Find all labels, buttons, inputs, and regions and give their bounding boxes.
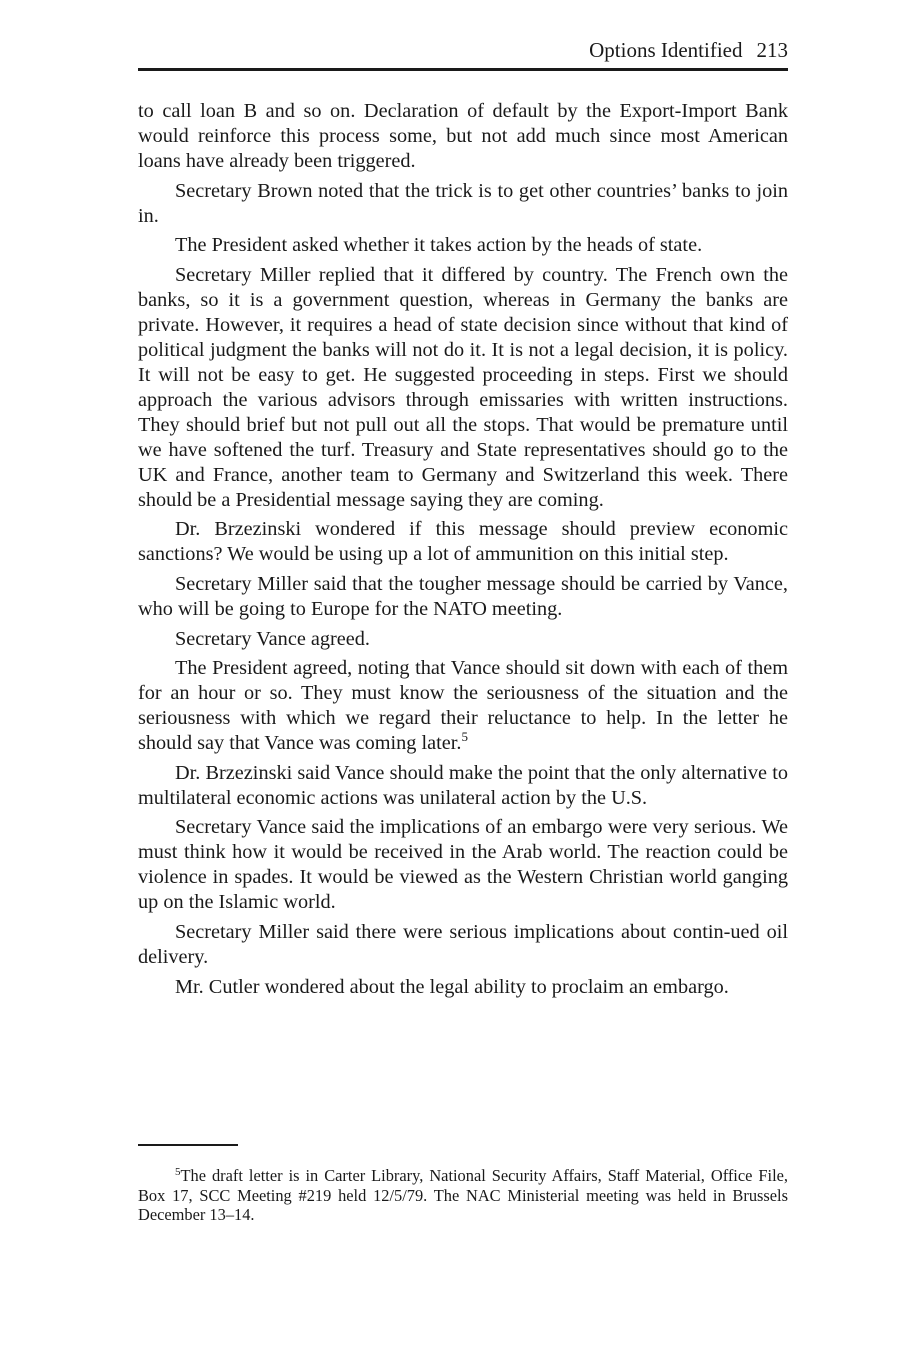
footnote — [138, 1166, 788, 1225]
paragraph-president-agreed-text: The President agreed, noting that Vance should sit down with each of them for an hour or so. They must know the seriousness of the situation and the seriousness with which we regard their reluctance to help. In the letter he should say that Vance was coming later. — [138, 657, 788, 755]
footnote-reference: 5 — [461, 729, 468, 745]
footnote-marker: 5 — [175, 1166, 181, 1178]
paragraph-miller-steps: Secretary Miller replied that it differed by country. The French own the banks, so it is a government question, whereas in Germany the banks are private. However, it requires a head of state decision since without that kind of political judgment the banks will not do it. It is not a legal decision, it is policy. It will not be easy to get. He suggested proceeding in steps. First we should approach the various advisors through emissaries with written instructions. They should brief but not pull out all the stops. That would be premature until we have softened the turf. Treasury and State representatives should go to the UK and France, another team to Germany and Switzerland this week. There should be a Presidential message saying they are coming. — [138, 263, 788, 511]
paragraph-brzezinski-sanctions: Dr. Brzezinski wondered if this message should preview economic sanctions? We would be using up a lot of ammunition on this initial step. — [138, 518, 788, 566]
paragraph-vance-agreed: Secretary Vance agreed. — [175, 627, 370, 650]
paragraph-vance-embargo: Secretary Vance said the implications of an embargo were very serious. We must think how it would be received in the Arab world. The reaction could be violence in spades. It would be viewed as the Western Christian world ganging up on the Islamic world. — [138, 816, 788, 914]
paragraph-brown-banks: Secretary Brown noted that the trick is to get other countries’ banks to join in. — [138, 179, 788, 227]
page-number: 213 — [756, 38, 788, 62]
header-rule — [138, 68, 788, 71]
paragraph-president-agreed — [138, 656, 788, 756]
running-head — [138, 36, 788, 64]
running-head-title: Options Identified — [589, 38, 743, 62]
paragraph-cutler-embargo: Mr. Cutler wondered about the legal ability to proclaim an embargo. — [175, 975, 729, 998]
paragraph-miller-vance-message: Secretary Miller said that the tougher message should be carried by Vance, who will be going to Europe for the NATO meeting. — [138, 572, 788, 620]
body-text — [138, 99, 788, 1004]
footnote-rule — [138, 1144, 238, 1146]
paragraph-president-heads-of-state: The President asked whether it takes action by the heads of state. — [175, 234, 703, 257]
footnote-text: The draft letter is in Carter Library, National Security Affairs, Staff Material, Office File, Box 17, SCC Meeting #219 held 12/5/79. The NAC Ministerial meeting was held in Brussels December 13–14. — [138, 1166, 788, 1224]
paragraph-miller-oil: Secretary Miller said there were serious implications about contin-ued oil delivery. — [138, 920, 788, 968]
paragraph-brzezinski-unilateral: Dr. Brzezinski said Vance should make the point that the only alternative to multilateral economic actions was unilateral action by the U.S. — [138, 761, 788, 809]
paragraph-continuation: to call loan B and so on. Declaration of default by the Export-Import Bank would reinforce this process some, but not add much since most American loans have already been triggered. — [138, 100, 788, 172]
